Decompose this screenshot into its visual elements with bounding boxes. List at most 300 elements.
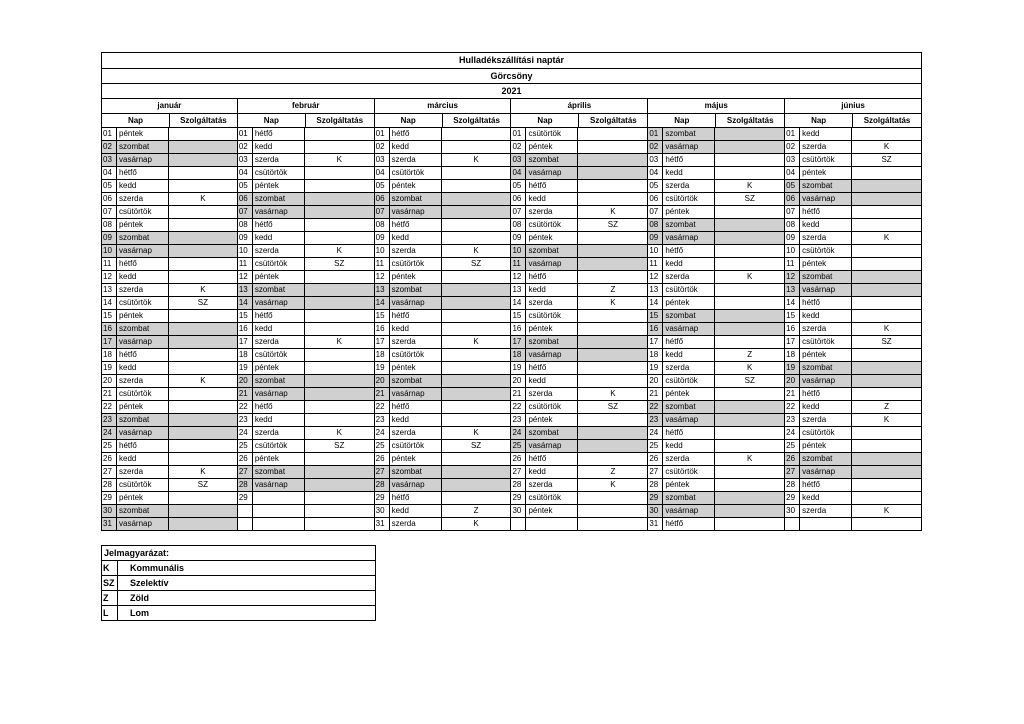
day-name: péntek	[663, 297, 715, 309]
service-code	[169, 401, 237, 413]
day-row	[785, 310, 921, 323]
day-number: 16	[648, 323, 663, 335]
service-code	[169, 388, 237, 400]
service-code	[305, 297, 374, 309]
day-name: péntek	[663, 206, 715, 218]
day-row	[102, 193, 237, 206]
day-name: szombat	[526, 336, 578, 348]
day-row	[648, 284, 784, 297]
day-name: vasárnap	[390, 388, 442, 400]
day-row	[648, 375, 784, 388]
day-number: 06	[511, 193, 526, 205]
day-name: szombat	[800, 362, 852, 374]
day-name: szerda	[390, 154, 442, 166]
day-name: szombat	[390, 375, 442, 387]
day-row	[102, 427, 237, 440]
day-row	[375, 154, 511, 167]
day-number: 20	[102, 375, 117, 387]
day-name: kedd	[800, 492, 852, 504]
day-number: 03	[648, 154, 663, 166]
service-code	[305, 284, 374, 296]
service-code	[442, 310, 511, 322]
day-number: 12	[648, 271, 663, 283]
service-code	[169, 206, 237, 218]
day-row	[238, 427, 374, 440]
day-row	[785, 297, 921, 310]
day-number: 30	[375, 505, 390, 517]
day-row	[785, 440, 921, 453]
legend-row	[102, 606, 375, 620]
day-row	[511, 440, 647, 453]
day-row	[785, 427, 921, 440]
service-code	[442, 349, 511, 361]
day-name: szerda	[800, 414, 852, 426]
day-number: 26	[102, 453, 117, 465]
day-row	[375, 206, 511, 219]
day-row	[511, 518, 647, 531]
day-number: 11	[238, 258, 253, 270]
day-number: 24	[238, 427, 253, 439]
day-row	[648, 219, 784, 232]
service-code	[305, 167, 374, 179]
day-name: szerda	[663, 362, 715, 374]
day-number: 07	[102, 206, 117, 218]
day-name: kedd	[117, 453, 169, 465]
day-row	[648, 492, 784, 505]
day-name: kedd	[800, 401, 852, 413]
day-number: 12	[785, 271, 800, 283]
day-row	[648, 323, 784, 336]
day-number: 13	[648, 284, 663, 296]
service-code	[578, 245, 647, 257]
day-number: 05	[511, 180, 526, 192]
day-name: vasárnap	[663, 414, 715, 426]
day-number: 12	[375, 271, 390, 283]
service-code	[578, 193, 647, 205]
day-name	[253, 492, 305, 504]
day-name: csütörtök	[390, 258, 442, 270]
service-code	[715, 414, 784, 426]
day-number: 18	[511, 349, 526, 361]
day-number: 11	[648, 258, 663, 270]
day-row	[648, 141, 784, 154]
day-row	[375, 466, 511, 479]
day-row	[375, 479, 511, 492]
service-code	[442, 466, 511, 478]
day-number: 11	[102, 258, 117, 270]
day-name: kedd	[663, 167, 715, 179]
day-number: 15	[375, 310, 390, 322]
day-name: szombat	[526, 245, 578, 257]
service-code	[715, 297, 784, 309]
service-code: K	[747, 181, 753, 190]
day-name: hétfő	[663, 518, 715, 530]
day-row	[785, 128, 921, 141]
day-name: csütörtök	[663, 466, 715, 478]
day-name: péntek	[117, 219, 169, 231]
service-code: K	[200, 376, 206, 385]
day-name: szerda	[117, 193, 169, 205]
day-row	[648, 193, 784, 206]
day-row	[785, 180, 921, 193]
legend-label: Lom	[130, 608, 149, 618]
day-name: szombat	[663, 219, 715, 231]
service-code	[305, 479, 374, 491]
service-code	[852, 258, 921, 270]
day-number: 10	[102, 245, 117, 257]
day-name: vasárnap	[253, 479, 305, 491]
day-row	[102, 323, 237, 336]
day-number: 03	[375, 154, 390, 166]
service-code	[715, 492, 784, 504]
service-code	[169, 349, 237, 361]
day-row	[238, 219, 374, 232]
day-name: szombat	[663, 128, 715, 140]
service-code	[305, 518, 374, 530]
service-code	[305, 271, 374, 283]
legend-label: Zöld	[130, 593, 149, 603]
day-name: vasárnap	[253, 297, 305, 309]
column-headers	[102, 114, 237, 128]
day-row	[238, 258, 374, 271]
day-name: kedd	[253, 141, 305, 153]
day-name: szombat	[253, 284, 305, 296]
service-code	[305, 388, 374, 400]
service-code	[715, 206, 784, 218]
calendar-year: 2021	[501, 86, 522, 96]
day-name: hétfő	[117, 258, 169, 270]
day-row	[375, 414, 511, 427]
service-code	[305, 128, 374, 140]
day-number: 28	[648, 479, 663, 491]
day-number: 17	[238, 336, 253, 348]
day-row	[785, 492, 921, 505]
column-headers	[238, 114, 374, 128]
day-number: 28	[102, 479, 117, 491]
day-number: 29	[785, 492, 800, 504]
column-headers	[648, 114, 784, 128]
day-number: 10	[648, 245, 663, 257]
service-code	[305, 505, 374, 517]
day-number: 22	[648, 401, 663, 413]
day-number: 19	[648, 362, 663, 374]
service-code: K	[610, 298, 616, 307]
day-number: 12	[238, 271, 253, 283]
day-number: 25	[511, 440, 526, 452]
service-code	[578, 271, 647, 283]
day-number: 12	[102, 271, 117, 283]
day-number: 02	[785, 141, 800, 153]
service-code	[305, 492, 374, 504]
day-row	[511, 323, 647, 336]
service-code	[578, 375, 647, 387]
day-name: kedd	[800, 310, 852, 322]
service-code	[442, 362, 511, 374]
day-name: péntek	[117, 401, 169, 413]
service-code	[715, 466, 784, 478]
day-name: csütörtök	[253, 440, 305, 452]
service-code	[715, 310, 784, 322]
service-code	[305, 323, 374, 335]
day-name: hétfő	[253, 401, 305, 413]
day-name: szerda	[390, 336, 442, 348]
day-row	[102, 141, 237, 154]
day-name: szombat	[390, 193, 442, 205]
day-name: hétfő	[390, 219, 442, 231]
day-name: szerda	[663, 453, 715, 465]
month-name: március	[375, 99, 511, 114]
day-name: hétfő	[800, 479, 852, 491]
day-number: 04	[648, 167, 663, 179]
day-name: kedd	[526, 193, 578, 205]
service-code: K	[610, 389, 616, 398]
day-row	[648, 271, 784, 284]
day-number: 10	[238, 245, 253, 257]
day-name: péntek	[390, 271, 442, 283]
day-number: 20	[375, 375, 390, 387]
service-code: K	[200, 194, 206, 203]
day-number: 21	[238, 388, 253, 400]
day-name: hétfő	[117, 167, 169, 179]
service-code: K	[336, 428, 342, 437]
day-row	[511, 284, 647, 297]
day-name: szombat	[663, 492, 715, 504]
day-number: 15	[102, 310, 117, 322]
day-number: 16	[238, 323, 253, 335]
day-name: péntek	[663, 479, 715, 491]
day-number: 26	[375, 453, 390, 465]
service-code	[578, 414, 647, 426]
service-code	[578, 492, 647, 504]
day-row	[238, 167, 374, 180]
service-code	[578, 128, 647, 140]
day-name: hétfő	[800, 297, 852, 309]
day-row	[511, 414, 647, 427]
day-name: szombat	[117, 232, 169, 244]
day-row	[648, 336, 784, 349]
day-name: kedd	[663, 349, 715, 361]
day-row	[785, 271, 921, 284]
day-name: csütörtök	[117, 297, 169, 309]
day-name	[526, 518, 578, 530]
day-number: 20	[648, 375, 663, 387]
day-row	[238, 401, 374, 414]
day-name: péntek	[663, 388, 715, 400]
service-code: Z	[610, 285, 616, 294]
day-number: 01	[511, 128, 526, 140]
day-name: hétfő	[526, 180, 578, 192]
day-number: 19	[511, 362, 526, 374]
day-number: 02	[648, 141, 663, 153]
service-code: SZ	[470, 259, 482, 268]
service-code: Z	[473, 506, 479, 515]
day-name: hétfő	[663, 154, 715, 166]
service-code	[442, 479, 511, 491]
day-row	[102, 232, 237, 245]
day-number: 25	[648, 440, 663, 452]
service-code	[852, 180, 921, 192]
day-number: 17	[785, 336, 800, 348]
service-code	[852, 492, 921, 504]
day-name: hétfő	[117, 440, 169, 452]
service-code	[169, 453, 237, 465]
service-code	[578, 518, 647, 530]
day-number: 22	[102, 401, 117, 413]
legend-label: Szelektív	[130, 578, 169, 588]
day-row	[785, 167, 921, 180]
service-code: K	[473, 155, 479, 164]
day-row	[785, 232, 921, 245]
day-name: kedd	[117, 362, 169, 374]
day-row	[375, 336, 511, 349]
day-row	[785, 206, 921, 219]
day-number: 23	[238, 414, 253, 426]
day-name	[800, 518, 852, 530]
day-row	[648, 349, 784, 362]
day-row	[511, 336, 647, 349]
day-name: szombat	[253, 375, 305, 387]
service-code: SZ	[334, 441, 345, 450]
day-row	[102, 362, 237, 375]
service-column-header: Szolgáltatás	[726, 116, 774, 125]
day-number: 17	[102, 336, 117, 348]
day-row	[648, 310, 784, 323]
day-number: 05	[785, 180, 800, 192]
day-row	[102, 310, 237, 323]
day-row	[375, 388, 511, 401]
service-code	[169, 245, 237, 257]
service-code: SZ	[607, 220, 619, 229]
day-name: kedd	[663, 440, 715, 452]
day-name: csütörtök	[526, 310, 578, 322]
day-number: 31	[102, 518, 117, 530]
day-number: 22	[511, 401, 526, 413]
day-row	[785, 323, 921, 336]
day-row	[238, 232, 374, 245]
month-name: április	[511, 99, 647, 114]
day-number: 06	[238, 193, 253, 205]
day-number: 10	[375, 245, 390, 257]
day-row	[102, 154, 237, 167]
service-code: SZ	[197, 480, 209, 489]
day-row	[511, 349, 647, 362]
day-row	[648, 362, 784, 375]
day-name: szerda	[390, 518, 442, 530]
day-row	[511, 492, 647, 505]
day-number: 28	[785, 479, 800, 491]
day-name: péntek	[390, 180, 442, 192]
day-row	[238, 154, 374, 167]
day-number: 06	[648, 193, 663, 205]
day-name: szerda	[253, 245, 305, 257]
day-number: 01	[375, 128, 390, 140]
day-row	[238, 440, 374, 453]
service-code: K	[336, 246, 342, 255]
day-name: kedd	[253, 414, 305, 426]
day-name: vasárnap	[800, 466, 852, 478]
day-row	[375, 323, 511, 336]
service-code	[169, 505, 237, 517]
service-code	[715, 232, 784, 244]
day-number: 16	[511, 323, 526, 335]
day-number: 01	[238, 128, 253, 140]
service-code	[715, 518, 784, 530]
day-row	[375, 297, 511, 310]
day-number: 07	[375, 206, 390, 218]
service-code	[852, 349, 921, 361]
service-code	[305, 466, 374, 478]
day-row	[102, 297, 237, 310]
day-number: 09	[785, 232, 800, 244]
day-number: 18	[375, 349, 390, 361]
day-name: vasárnap	[526, 349, 578, 361]
day-row	[375, 167, 511, 180]
day-row	[648, 232, 784, 245]
day-name: péntek	[526, 414, 578, 426]
service-code	[852, 284, 921, 296]
day-row	[102, 349, 237, 362]
day-row	[785, 518, 921, 531]
day-row	[511, 271, 647, 284]
day-number: 26	[785, 453, 800, 465]
month-column	[238, 99, 375, 531]
day-row	[785, 219, 921, 232]
service-code	[305, 219, 374, 231]
day-name: csütörtök	[800, 427, 852, 439]
service-code	[169, 440, 237, 452]
day-name: csütörtök	[663, 284, 715, 296]
service-code	[442, 206, 511, 218]
day-name: hétfő	[253, 128, 305, 140]
day-number: 14	[375, 297, 390, 309]
day-name: vasárnap	[117, 336, 169, 348]
day-row	[102, 388, 237, 401]
service-code: K	[473, 519, 479, 528]
legend-row	[102, 576, 375, 591]
day-row	[511, 466, 647, 479]
service-code	[715, 427, 784, 439]
day-name: kedd	[800, 219, 852, 231]
service-code	[578, 440, 647, 452]
day-name: péntek	[526, 141, 578, 153]
legend-code: K	[102, 561, 118, 575]
service-code: SZ	[744, 376, 755, 385]
service-code: K	[336, 337, 342, 346]
day-row	[785, 336, 921, 349]
day-number: 07	[238, 206, 253, 218]
day-number: 27	[648, 466, 663, 478]
day-number: 27	[785, 466, 800, 478]
day-name: szerda	[117, 284, 169, 296]
day-row	[785, 388, 921, 401]
service-code	[852, 245, 921, 257]
service-code	[852, 271, 921, 283]
service-code	[305, 180, 374, 192]
service-code	[578, 232, 647, 244]
day-name: vasárnap	[526, 167, 578, 179]
day-row	[102, 401, 237, 414]
day-name: péntek	[526, 323, 578, 335]
service-code	[715, 154, 784, 166]
day-row	[102, 271, 237, 284]
day-name: csütörtök	[390, 167, 442, 179]
service-code: K	[473, 246, 479, 255]
day-number: 27	[511, 466, 526, 478]
day-row	[511, 297, 647, 310]
day-row	[648, 388, 784, 401]
day-name: szerda	[800, 141, 852, 153]
service-code: Z	[747, 350, 753, 359]
